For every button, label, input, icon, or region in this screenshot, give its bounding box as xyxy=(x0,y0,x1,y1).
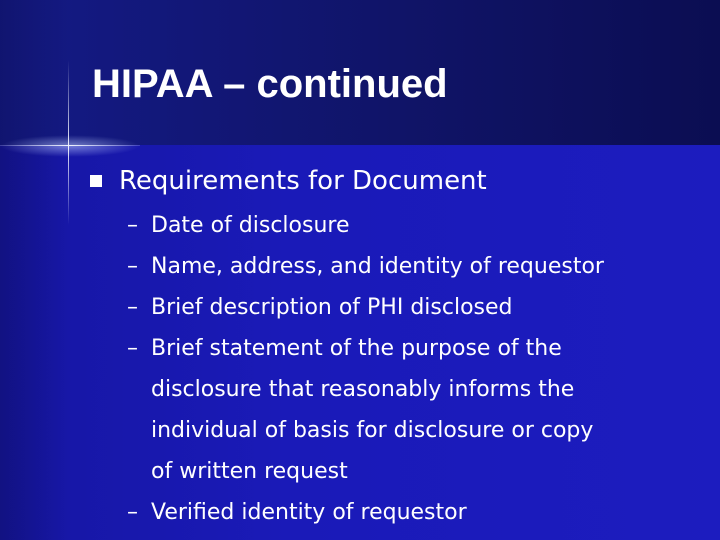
sub-bullet-text: Brief statement of the purpose of the disclosure that reasonably informs the individual of basis for disclosure or copy of written request xyxy=(151,336,594,484)
main-bullet xyxy=(90,161,487,201)
crosshair-horizontal-line xyxy=(0,145,140,146)
sub-bullet-text: Brief description of PHI disclosed xyxy=(151,295,513,320)
sub-bullet-item xyxy=(127,246,717,287)
sub-bullet-item xyxy=(127,287,717,328)
sub-bullet-item xyxy=(127,328,717,492)
sub-bullet-item xyxy=(127,205,717,246)
sub-bullet-list xyxy=(127,205,717,533)
dash-marker: – xyxy=(127,336,138,361)
crosshair-glow xyxy=(0,135,140,157)
dash-marker: – xyxy=(127,254,138,279)
sub-bullet-text: Date of disclosure xyxy=(151,213,350,238)
sub-bullet-item xyxy=(127,492,717,533)
dash-marker: – xyxy=(127,295,138,320)
square-bullet-icon xyxy=(90,175,102,187)
sub-bullet-text: Name, address, and identity of requestor xyxy=(151,254,604,279)
slide-title: HIPAA – continued xyxy=(92,62,448,106)
crosshair-vertical-line xyxy=(68,60,69,225)
left-shade-strip xyxy=(0,0,68,540)
main-bullet-text: Requirements for Document xyxy=(119,166,487,196)
dash-marker: – xyxy=(127,213,138,238)
sub-bullet-text: Verified identity of requestor xyxy=(151,500,467,525)
dash-marker: – xyxy=(127,500,138,525)
